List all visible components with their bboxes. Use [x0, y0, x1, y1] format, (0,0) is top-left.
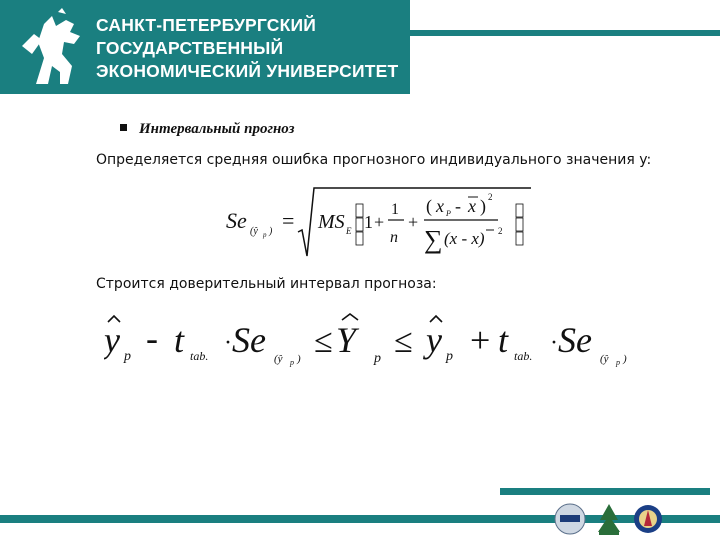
f2-se2-sub: (ŷ — [600, 353, 609, 365]
formula-prediction-interval — [104, 312, 650, 372]
f2-se1-sub-close: ) — [297, 353, 301, 365]
f2-y1: y — [104, 320, 120, 360]
f2-y2-sub: p — [446, 349, 453, 364]
f1-den-sq: 2 — [498, 226, 503, 236]
text-line-1: Определяется средняя ошибка прогнозного индивидуального значения y: — [96, 152, 652, 168]
f2-minus: - — [146, 318, 158, 358]
f2-se1-sub-p: p — [290, 358, 294, 367]
f1-lhs-sub: (ŷ — [250, 226, 258, 237]
f2-se2-sub-p: p — [616, 358, 620, 367]
f2-le2: ≤ — [394, 323, 413, 360]
university-seal-icon — [555, 504, 585, 534]
f2-Y: Y — [336, 320, 357, 360]
f1-plus-1: + — [374, 212, 385, 232]
f1-one: 1 — [364, 212, 373, 232]
f2-se2: Se — [558, 320, 592, 360]
text-line-2: Строится доверительный интервал прогноза: — [96, 276, 437, 292]
f1-num-x: x — [436, 196, 444, 216]
university-name-line-2: ГОСУДАРСТВЕННЫЙ — [96, 38, 284, 58]
f2-dot2: · — [550, 330, 558, 356]
f2-t1: t — [174, 320, 185, 360]
f1-ms: MS — [318, 211, 345, 233]
f1-plus-2: + — [408, 212, 419, 232]
f2-se1: Se — [232, 320, 266, 360]
f2-se1-sub: (ŷ — [274, 353, 283, 365]
f1-lhs-sub-p: p — [263, 231, 267, 239]
university-name-line-3: ЭКОНОМИЧЕСКИЙ УНИВЕРСИТЕТ — [96, 61, 399, 81]
f1-num-open: ( — [426, 196, 432, 216]
f1-lhs-sub-close: ) — [269, 226, 273, 237]
f1-num-sq: 2 — [488, 192, 493, 202]
f1-lhs: Se — [226, 208, 247, 233]
f1-box-ml — [356, 218, 363, 231]
formula-standard-error — [226, 184, 536, 260]
f1-box-bl — [356, 232, 363, 245]
f2-plus: + — [470, 320, 491, 360]
griffin-logo-icon — [14, 6, 94, 90]
bullet-title: Интервальный прогноз — [139, 121, 295, 137]
f1-den-sum: ∑ — [424, 225, 443, 254]
f1-frac-den: n — [390, 229, 398, 246]
f2-t2: t — [498, 320, 509, 360]
f1-num-xsub: P — [446, 209, 451, 218]
f2-le1: ≤ — [314, 323, 333, 360]
f2-dot1: · — [224, 330, 232, 356]
university-name-line-1: САНКТ-ПЕТЕРБУРГСКИЙ — [96, 15, 317, 35]
square-bullet-icon — [120, 124, 127, 131]
footer-logos — [554, 500, 664, 538]
f2-Y-sub: p — [374, 351, 381, 366]
tree-emblem-icon — [598, 504, 620, 535]
footer-accent-bar — [500, 488, 710, 495]
f1-num-minus: - — [455, 196, 461, 216]
f2-y1-sub: p — [124, 349, 131, 364]
f1-den-expr: (x - x) — [444, 229, 485, 248]
f1-num-close: ) — [480, 196, 486, 216]
bullet-item — [120, 121, 294, 138]
f2-se2-sub-close: ) — [623, 353, 627, 365]
f2-y2: y — [426, 320, 442, 360]
f1-box-tl — [356, 204, 363, 217]
f1-box-tr — [516, 204, 523, 217]
f1-box-mr — [516, 218, 523, 231]
f2-t2-sub: tab. — [514, 349, 533, 363]
f1-frac-num: 1 — [391, 201, 399, 218]
f2-t1-sub: tab. — [190, 349, 209, 363]
f1-num-xbar: x — [468, 196, 476, 216]
university-name — [96, 14, 406, 83]
round-emblem-icon — [634, 505, 662, 533]
f1-equals: = — [282, 208, 295, 233]
f1-ms-sub: E — [346, 226, 352, 236]
f1-box-br — [516, 232, 523, 245]
